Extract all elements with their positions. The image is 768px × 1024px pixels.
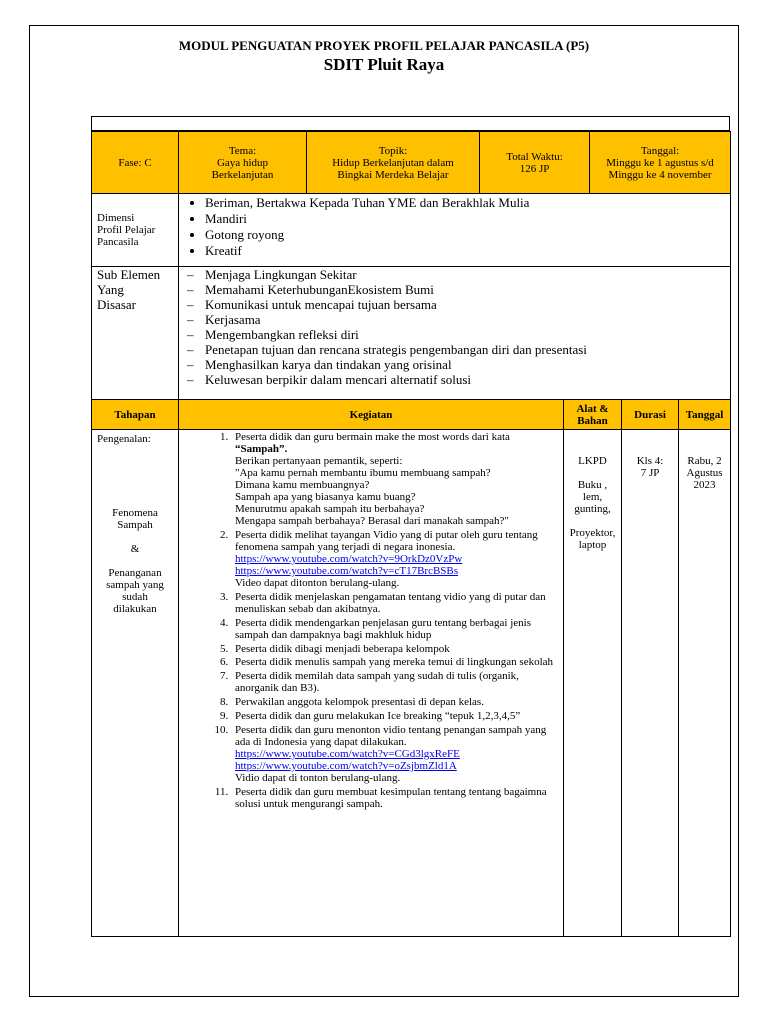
col-kegiatan-text: Kegiatan <box>349 408 393 421</box>
tanggal-value-1: Rabu, 2 <box>687 455 722 467</box>
video-link-1[interactable]: https://www.youtube.com/watch?v=9OrkDz0VzPw <box>235 553 463 565</box>
video-link-2[interactable]: https://www.youtube.com/watch?v=cT17BrcBSBs <box>235 565 459 577</box>
alat-2: Buku , lem, gunting, <box>574 479 611 515</box>
module-table <box>91 131 731 937</box>
alat-1: LKPD <box>578 455 607 467</box>
waktu-label: Total Waktu: <box>506 150 563 163</box>
sub-elemen-list-cell <box>179 267 731 400</box>
durasi-1: Kls 4: <box>636 455 664 467</box>
sub-elemen-item: – Menjaga Lingkungan Sekitar <box>179 267 730 282</box>
durasi-2: 7 JP <box>640 467 660 479</box>
kegiatan-item-5: 5. Peserta didik dibagi menjadi beberapa kelompok <box>231 643 563 655</box>
tanggal-cell <box>590 132 731 194</box>
kegiatan-item-9: 9. Peserta didik dan guru melakukan Ice breaking “tepuk 1,2,3,4,5” <box>231 710 563 722</box>
col-tahapan <box>92 400 179 430</box>
sub-elemen-row <box>92 267 731 400</box>
dimensi-item: • Gotong royong <box>205 227 730 243</box>
tahapan-penanganan-1: Penanganan <box>108 567 162 579</box>
col-kegiatan <box>179 400 564 430</box>
waktu-value: 126 JP <box>519 162 550 175</box>
col-durasi-text: Durasi <box>634 408 666 421</box>
dimensi-row <box>92 194 731 267</box>
dimensi-item: • Mandiri <box>205 211 730 227</box>
sub-elemen-item: – Mengembangkan refleksi diri <box>179 327 730 342</box>
sub-elemen-item: – Memahami KeterhubunganEkosistem Bumi <box>179 282 730 297</box>
dimensi-item: • Beriman, Bertakwa Kepada Tuhan YME dan Berakhlak Mulia <box>205 195 730 211</box>
info-row <box>92 132 731 194</box>
alat-cell <box>564 430 622 937</box>
content-row <box>92 430 731 937</box>
tanggal-value-2: Agustus <box>686 467 723 479</box>
tanggal-line1: Minggu ke 1 agustus s/d <box>606 156 714 169</box>
kegiatan-item-6: 6. Peserta didik menulis sampah yang mereka temui di lingkungan sekolah <box>231 656 563 668</box>
dimensi-list <box>179 195 730 259</box>
tanggal-label: Tanggal: <box>640 144 680 157</box>
sub-elemen-label-1: Sub Elemen <box>97 267 161 282</box>
k10-text: Peserta didik dan guru menonton vidio tentang penangan sampah yang ada di Indonesia yang dapat dilakukan. <box>235 724 547 748</box>
kegiatan-item-3: 3. Peserta didik menjelaskan pengamatan tentang vidio yang di putar dan menuliskan sebab dan akibatnya. <box>231 591 563 615</box>
durasi-cell <box>622 430 679 937</box>
kegiatan-item-10 <box>231 724 563 784</box>
k1-line-f: Menurutmu apakah sampah itu berbahaya? <box>235 503 425 515</box>
sub-elemen-item: – Keluwesan berpikir dalam mencari alternatif solusi <box>179 372 730 387</box>
tahapan-pengenalan: Pengenalan: <box>97 433 151 445</box>
blank-row <box>91 116 730 131</box>
kegiatan-item-11: 11. Peserta didik dan guru membuat kesimpulan tentang tentang bagaimna solusi untuk mengurangi sampah. <box>231 786 563 810</box>
fase-text: Fase: C <box>118 156 152 169</box>
sub-elemen-label-2: Yang <box>97 282 124 297</box>
sub-elemen-item: – Kerjasama <box>179 312 730 327</box>
tema-label: Tema: <box>228 144 257 157</box>
school-name: SDIT Pluit Raya <box>323 55 445 74</box>
k1-intro: Peserta didik dan guru bermain make the most words dari kata <box>235 431 510 443</box>
sub-elemen-list <box>179 267 730 387</box>
tema-cell <box>179 132 307 194</box>
alat-3: Proyektor, laptop <box>569 527 616 551</box>
tahapan-fenomena-2: Sampah <box>117 519 153 531</box>
dimensi-label-2: Profil Pelajar <box>97 224 156 236</box>
video-link-3[interactable]: https://www.youtube.com/watch?v=CGd3lgxReFE <box>235 748 460 760</box>
topik-line1: Hidup Berkelanjutan dalam <box>332 156 454 169</box>
video-link-4[interactable]: https://www.youtube.com/watch?v=oZsjbmZld1A <box>235 760 457 772</box>
waktu-cell <box>480 132 590 194</box>
topik-cell <box>307 132 480 194</box>
col-tanggal-text: Tanggal <box>685 408 724 421</box>
tanggal-value-cell <box>679 430 731 937</box>
sub-elemen-item: – Komunikasi untuk mencapai tujuan bersama <box>179 297 730 312</box>
column-header-row <box>92 400 731 430</box>
dimensi-list-cell <box>179 194 731 267</box>
k1-line-d: Dimana kamu membuangnya? <box>235 479 370 491</box>
kegiatan-item-4: 4. Peserta didik mendengarkan penjelasan guru tentang berbagai jenis sampah dan dampaknya bagi makhluk hidup <box>231 617 563 641</box>
dimensi-label-3: Pancasila <box>97 236 139 248</box>
tahapan-fenomena-1: Fenomena <box>112 507 158 519</box>
topik-label: Topik: <box>378 144 408 157</box>
tahapan-penanganan-4: dilakukan <box>113 603 157 615</box>
tahapan-amp: & <box>130 543 140 555</box>
module-title: MODUL PENGUATAN PROYEK PROFIL PELAJAR PANCASILA (P5) <box>178 38 590 53</box>
kegiatan-list <box>179 431 563 810</box>
dimensi-label-cell <box>92 194 179 267</box>
kegiatan-item-1 <box>231 431 563 527</box>
tahapan-fenomena-block <box>92 507 178 615</box>
tanggal-line2: Minggu ke 4 november <box>608 168 712 181</box>
col-durasi <box>622 400 679 430</box>
tema-line1: Gaya hidup <box>216 156 268 169</box>
tanggal-value-3: 2023 <box>693 479 716 491</box>
k1-keyword: “Sampah”. <box>235 443 288 455</box>
kegiatan-item-2 <box>231 529 563 589</box>
k1-line-b: Berikan pertanyaan pemantik, seperti: <box>235 455 403 467</box>
k1-line-e: Sampah apa yang biasanya kamu buang? <box>235 491 416 503</box>
tahapan-cell <box>92 430 179 937</box>
sub-elemen-label-cell <box>92 267 179 400</box>
tema-line2: Berkelanjutan <box>211 168 274 181</box>
kegiatan-cell <box>179 430 564 937</box>
sub-elemen-item: – Penetapan tujuan dan rencana strategis pengembangan diri dan presentasi <box>179 342 730 357</box>
col-alat-line2: Bahan <box>577 414 608 427</box>
sub-elemen-item: – Menghasilkan karya dan tindakan yang orisinal <box>179 357 730 372</box>
col-tahapan-text: Tahapan <box>114 408 156 421</box>
k1-line-c: "Apa kamu pernah membantu ibumu membuang sampah? <box>235 467 491 479</box>
k2-text: Peserta didik melihat tayangan Vidio yang di putar oleh guru tentang fenomena sampah yang terjadi di negara inonesia. <box>235 529 538 553</box>
k2-note: Video dapat ditonton berulang-ulang. <box>235 577 400 589</box>
col-alat-line1: Alat & <box>576 402 609 415</box>
k1-line-g: Mengapa sampah berbahaya? Berasal dari manakah sampah?" <box>235 515 509 527</box>
fase-cell <box>92 132 179 194</box>
dimensi-label-1: Dimensi <box>97 212 135 224</box>
sub-elemen-label-3: Disasar <box>97 297 136 312</box>
tahapan-penanganan-3: sudah <box>122 591 148 603</box>
tahapan-penanganan-2: sampah yang <box>106 579 164 591</box>
col-tanggal <box>679 400 731 430</box>
col-alat <box>564 400 622 430</box>
topik-line2: Bingkai Merdeka Belajar <box>337 168 449 181</box>
dimensi-item: • Kreatif <box>205 243 730 259</box>
k10-note: Vidio dapat di tonton berulang-ulang. <box>235 772 401 784</box>
kegiatan-item-8: 8. Perwakilan anggota kelompok presentasi di depan kelas. <box>231 696 563 708</box>
kegiatan-item-7: 7. Peserta didik memilah data sampah yang sudah di tulis (organik, anorganik dan B3). <box>231 670 563 694</box>
